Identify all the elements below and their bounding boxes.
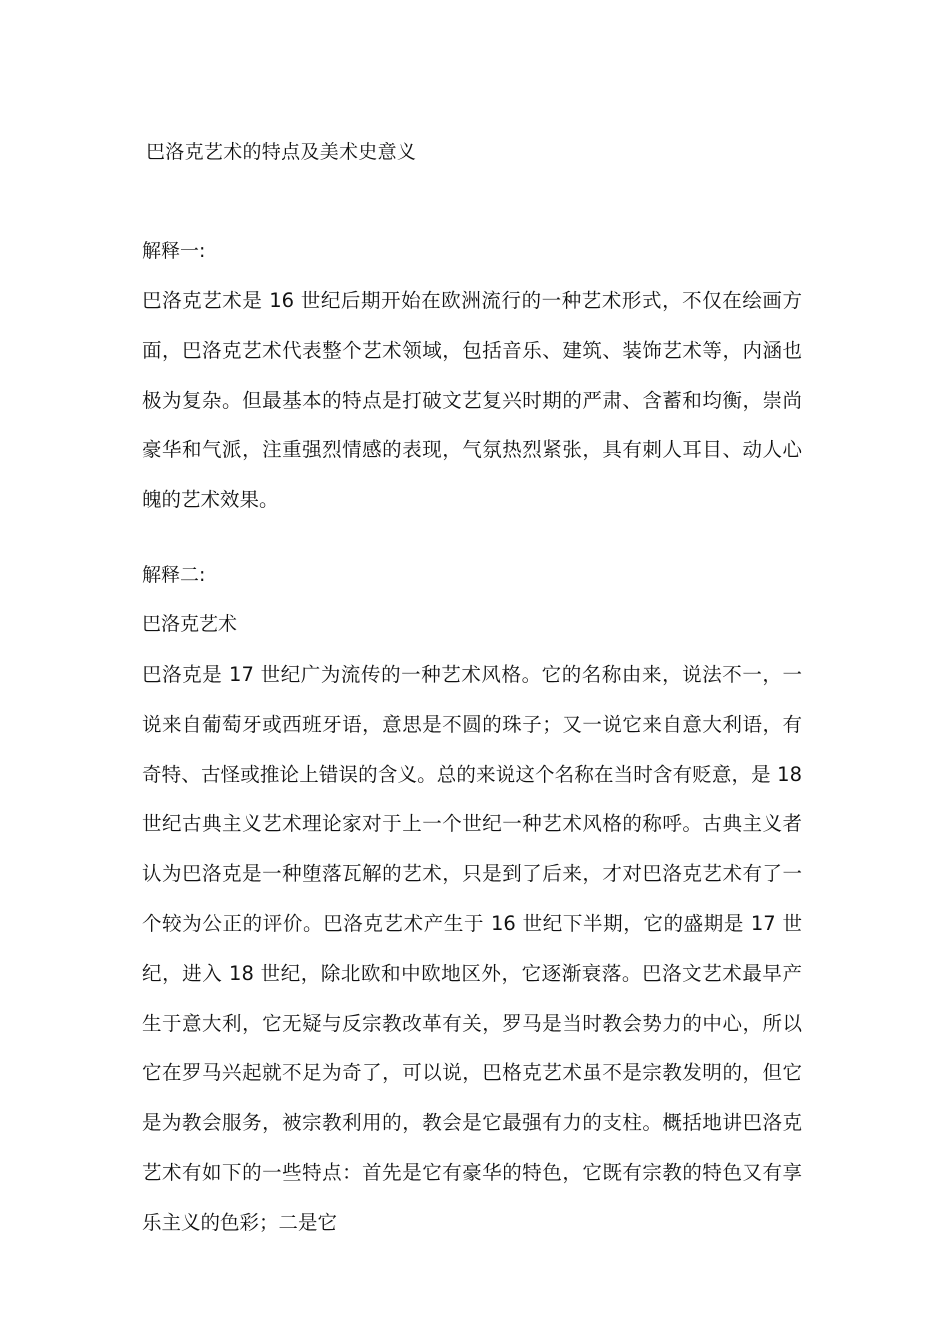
explanation-one-label: 解释一:: [142, 240, 206, 262]
explanation-one-paragraph: 巴洛克艺术是 16 世纪后期开始在欧洲流行的一种艺术形式，不仅在绘画方面，巴洛克艺术代表整个艺术领域，包括音乐、建筑、装饰艺术等，内涵也极为复杂。但最基本的特点是打破文艺复兴时期的严肃、含蓄和均衡，崇尚豪华和气派，注重强烈情感的表现，气氛热烈紧张，具有刺人耳目、动人心魄的艺术效果。: [142, 289, 802, 512]
explanation-two-label: 解释二:: [142, 564, 206, 586]
explanation-two-subheading: 巴洛克艺术: [142, 613, 238, 635]
document-title: 巴洛克艺术的特点及美术史意义: [146, 141, 417, 163]
explanation-two-paragraph: 巴洛克是 17 世纪广为流传的一种艺术风格。它的名称由来，说法不一，一说来自葡萄牙或西班牙语，意思是不圆的珠子；又一说它来自意大利语，有奇特、古怪或推论上错误的含义。总的来说这个名称在当时含有贬意，是 18 世纪古典主义艺术理论家对于上一个世纪一种艺术风格的称呼。古典主义者认为巴洛克是一种堕落瓦解的艺术，只是到了后来，才对巴洛克艺术有了一个较为公正的评价。巴洛克艺术产生于 16 世纪下半期，它的盛期是 17 世纪，进入 18 世纪，除北欧和中欧地区外，它逐渐衰落。巴洛文艺术最早产生于意大利，它无疑与反宗教改革有关，罗马是当时教会势力的中心，所以它在罗马兴起就不足为奇了，可以说，巴格克艺术虽不是宗教发明的，但它是为教会服务，被宗教利用的，教会是它最强有力的支柱。概括地讲巴洛克艺术有如下的一些特点：首先是它有豪华的特色，它既有宗教的特色又有享乐主义的色彩；二是它: [142, 663, 802, 1234]
